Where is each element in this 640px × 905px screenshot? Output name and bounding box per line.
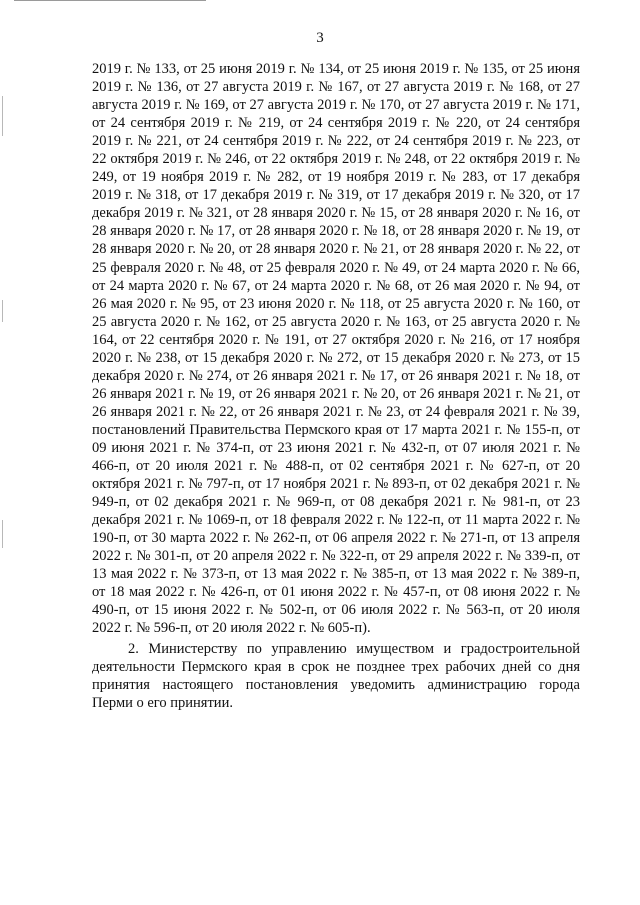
left-edge-mark [2,520,3,548]
paragraph-item-2: 2. Министерству по управлению имуществом и градостроительной деятельности Пермского края в срок не позднее трех рабочих дней со дня принятия настоящего постановления уведомить администрацию города Перми о его принятии. [92,640,580,711]
document-body [92,60,580,712]
page-number: 3 [316,30,324,46]
top-edge-line [14,0,206,1]
paragraph-list-of-acts: 2019 г. № 133, от 25 июня 2019 г. № 134, от 25 июня 2019 г. № 135, от 25 июня 2019 г. № 136, от 27 августа 2019 г. № 167, от 27 августа 2019 г. № 168, от 27 августа 2019 г. № 169, от 27 августа 2019 г. № 170, от 27 августа 2019 г. № 171, от 24 сентября 2019 г. № 219, от 24 сентября 2019 г. № 220, от 24 сентября 2019 г. № 221, от 24 сентября 2019 г. № 222, от 24 сентября 2019 г. № 223, от 22 октября 2019 г. № 246, от 22 октября 2019 г. № 248, от 22 октября 2019 г. № 249, от 19 ноября 2019 г. № 282, от 19 ноября 2019 г. № 283, от 17 декабря 2019 г. № 318, от 17 декабря 2019 г. № 319, от 17 декабря 2019 г. № 320, от 17 декабря 2019 г. № 321, от 28 января 2020 г. № 15, от 28 января 2020 г. № 16, от 28 января 2020 г. № 17, от 28 января 2020 г. № 18, от 28 января 2020 г. № 19, от 28 января 2020 г. № 20, от 28 января 2020 г. № 21, от 28 января 2020 г. № 22, от 25 февраля 2020 г. № 48, от 25 февраля 2020 г. № 49, от 24 марта 2020 г. № 66, от 24 марта 2020 г. № 67, от 24 марта 2020 г. № 68, от 26 мая 2020 г. № 94, от 26 мая 2020 г. № 95, от 23 июня 2020 г. № 118, от 25 августа 2020 г. № 160, от 25 августа 2020 г. № 162, от 25 августа 2020 г. № 163, от 25 августа 2020 г. № 164, от 22 сентября 2020 г. № 191, от 27 октября 2020 г. № 216, от 17 ноября 2020 г. № 238, от 15 декабря 2020 г. № 272, от 15 декабря 2020 г. № 273, от 15 декабря 2020 г. № 274, от 26 января 2021 г. № 17, от 26 января 2021 г. № 18, от 26 января 2021 г. № 19, от 26 января 2021 г. № 20, от 26 января 2021 г. № 21, от 26 января 2021 г. № 22, от 26 января 2021 г. № 23, от 24 февраля 2021 г. № 39, постановлений Правительства Пермского края от 17 марта 2021 г. № 155-п, от 09 июня 2021 г. № 374-п, от 23 июня 2021 г. № 432-п, от 07 июля 2021 г. № 466-п, от 20 июля 2021 г. № 488-п, от 02 сентября 2021 г. № 627-п, от 20 октября 2021 г. № 797-п, от 17 ноября 2021 г. № 893-п, от 02 декабря 2021 г. № 949-п, от 02 декабря 2021 г. № 969-п, от 08 декабря 2021 г. № 981-п, от 23 декабря 2021 г. № 1069-п, от 18 февраля 2022 г. № 122-п, от 11 марта 2022 г. № 190-п, от 30 марта 2022 г. № 262-п, от 06 апреля 2022 г. № 271-п, от 13 апреля 2022 г. № 301-п, от 20 апреля 2022 г. № 322-п, от 29 апреля 2022 г. № 339-п, от 13 мая 2022 г. № 373-п, от 13 мая 2022 г. № 385-п, от 13 мая 2022 г. № 389-п, от 18 мая 2022 г. № 426-п, от 01 июня 2022 г. № 457-п, от 08 июня 2022 г. № 490-п, от 15 июня 2022 г. № 502-п, от 06 июля 2022 г. № 563-п, от 20 июля 2022 г. № 596-п, от 20 июля 2022 г. № 605-п). [92,61,580,637]
left-edge-mark [2,96,3,136]
left-edge-mark [2,300,3,322]
